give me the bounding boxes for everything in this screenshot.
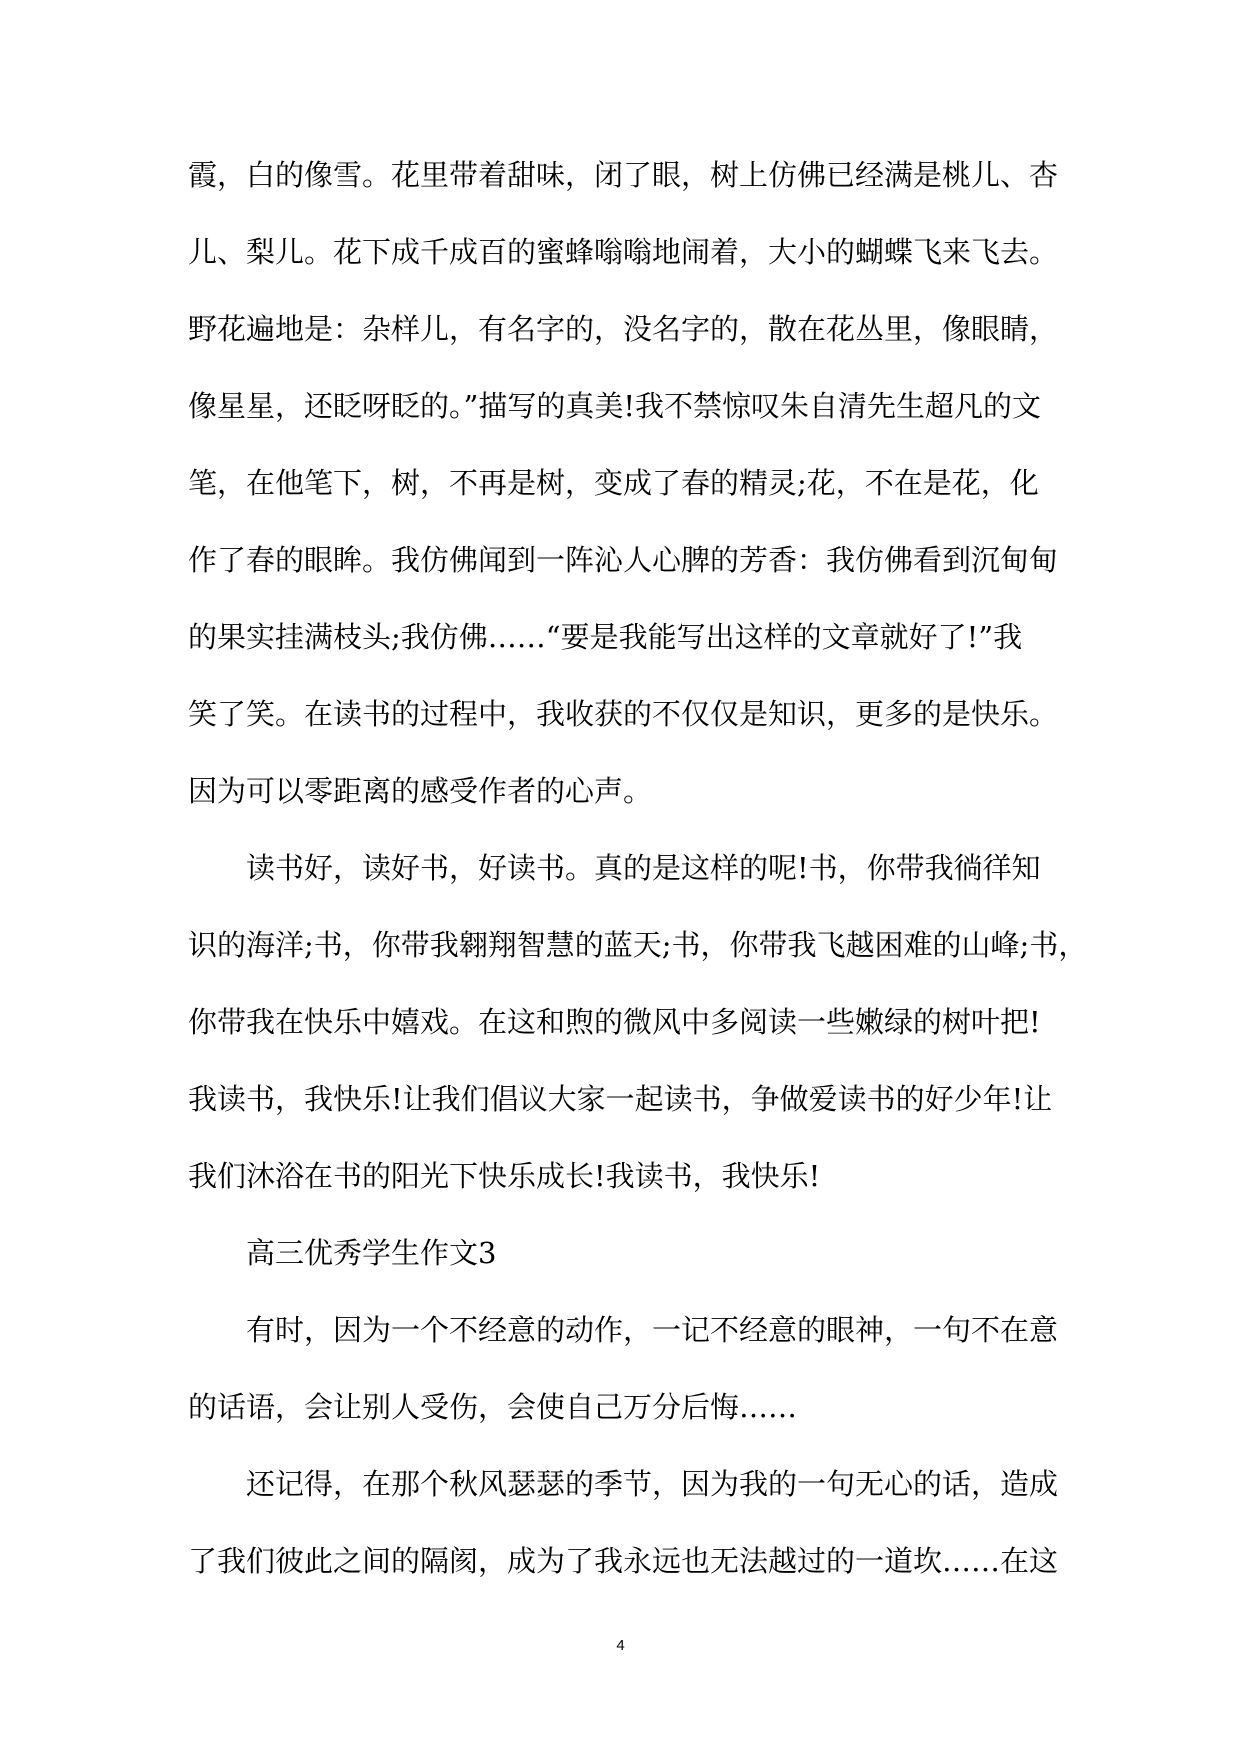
text-line: 野花遍地是：杂样儿，有名字的，没名字的，散在花丛里，像眼睛， [188, 312, 1059, 346]
text-line: 笔，在他笔下，树，不再是树，变成了春的精灵;花，不在是花，化 [188, 466, 1039, 500]
text-line: 我读书，我快乐!让我们倡议大家一起读书，争做爱读书的好少年!让 [188, 1082, 1053, 1116]
paragraph-first-line: 读书好，读好书，好读书。真的是这样的呢!书，你带我徜徉知 [246, 851, 1041, 885]
text-line: 的果实挂满枝头;我仿佛……“要是我能写出这样的文章就好了!”我 [188, 620, 1023, 654]
text-line: 像星星，还眨呀眨的。”描写的真美!我不禁惊叹朱自清先生超凡的文 [188, 389, 1041, 423]
text-line: 作了春的眼眸。我仿佛闻到一阵沁人心脾的芳香：我仿佛看到沉甸甸 [188, 543, 1059, 577]
text-line: 你带我在快乐中嬉戏。在这和煦的微风中多阅读一些嫩绿的树叶把! [188, 1005, 1041, 1039]
text-line: 因为可以零距离的感受作者的心声。 [188, 774, 653, 808]
section-heading: 高三优秀学生作文3 [246, 1236, 497, 1270]
text-line: 了我们彼此之间的隔阂，成为了我永远也无法越过的一道坎……在这 [188, 1544, 1059, 1578]
text-line: 儿、梨儿。花下成千成百的蜜蜂嗡嗡地闹着，大小的蝴蝶飞来飞去。 [188, 235, 1059, 269]
paragraph-first-line: 还记得，在那个秋风瑟瑟的季节，因为我的一句无心的话，造成 [246, 1467, 1059, 1501]
text-line: 的话语，会让别人受伤，会使自己万分后悔…… [188, 1390, 798, 1424]
text-line: 笑了笑。在读书的过程中，我收获的不仅仅是知识，更多的是快乐。 [188, 697, 1059, 731]
text-line: 识的海洋;书，你带我翱翔智慧的蓝天;书，你带我飞越困难的山峰;书， [188, 928, 1088, 962]
paragraph-first-line: 有时，因为一个不经意的动作，一记不经意的眼神，一句不在意 [246, 1313, 1059, 1347]
text-line: 霞，白的像雪。花里带着甜味，闭了眼，树上仿佛已经满是桃儿、杏 [188, 158, 1059, 192]
page-number: 4 [616, 1637, 625, 1654]
text-line: 我们沐浴在书的阳光下快乐成长!我读书，我快乐! [188, 1159, 821, 1193]
